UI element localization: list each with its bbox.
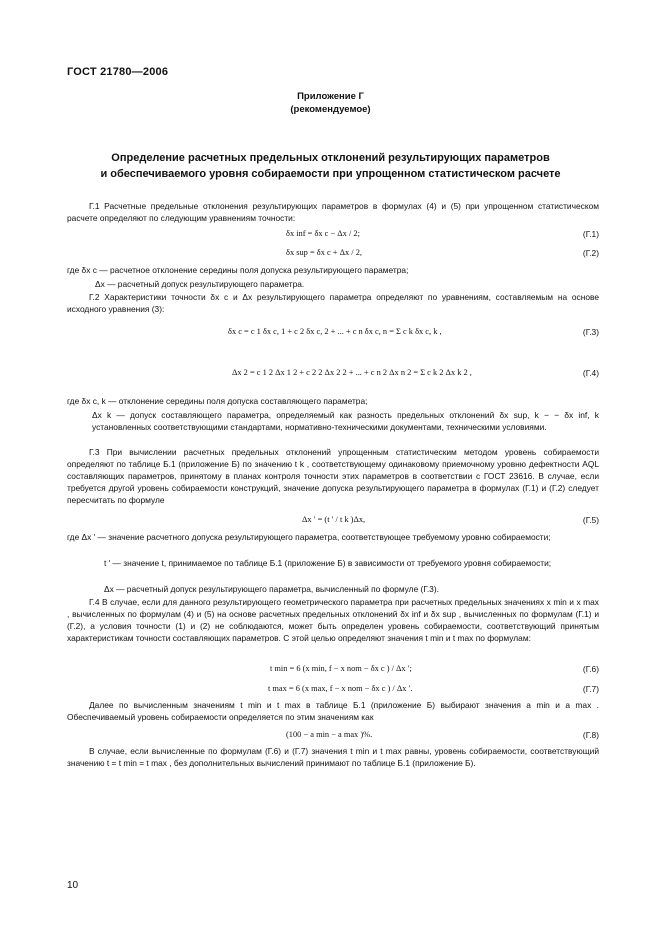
appendix-status: (рекомендуемое) <box>290 104 371 115</box>
paragraph-g4-final: В случае, если вычисленные по формулам (Г.6) и (Г.7) значения t min и t max равны, уровень собираемости, соответствующий значению t = t min = t max , без дополнительных вычислений принимают по таблице Б.1 (приложение Б). <box>67 746 599 768</box>
equation-number-g8: (Г.8) <box>582 730 599 740</box>
definition-dx-prime: где Δx ′ — значение расчетного допуска результирующего параметра, соответствующее требуемому уровню собираемости; <box>67 532 551 542</box>
equation-g8: (100 − a min − a max )%. <box>286 730 373 739</box>
equation-g1: δx inf = δx c − Δx / 2; <box>286 229 360 238</box>
section-title-line2: и обеспечиваемого уровня собираемости при упрощенном статистическом расчете <box>100 168 561 180</box>
section-title-line1: Определение расчетных предельных отклонений результирующих параметров <box>111 152 550 164</box>
equation-number-g5: (Г.5) <box>582 515 599 525</box>
page-number: 10 <box>67 880 79 891</box>
paragraph-g1: Г.1 Расчетные предельные отклонения результирующих параметров в формулах (4) и (5) при упрощенном статистическом расчете определяют по следующим уравнениям точности: <box>67 201 599 223</box>
equation-g5: Δx ′ = (t ′ / t k )Δx, <box>302 515 366 524</box>
equation-g4: Δx 2 = c 1 2 Δx 1 2 + c 2 2 Δx 2 2 + ... + c n 2 Δx n 2 = Σ c k 2 Δx k 2 , <box>232 368 472 377</box>
equation-g3: δx c = c 1 δx c, 1 + c 2 δx c, 2 + ... + c n δx c, n = Σ c k δx c, k , <box>228 327 442 336</box>
equation-number-g4: (Г.4) <box>582 368 599 378</box>
equation-g2: δx sup = δx c + Δx / 2, <box>286 248 362 257</box>
definition-dxc: где δx c — расчетное отклонение середины поля допуска результирующего параметра; <box>67 265 409 275</box>
definition-dxck: где δx c, k — отклонение середины поля допуска составляющего параметра; <box>67 396 368 406</box>
document-header: ГОСТ 21780—2006 <box>67 66 169 78</box>
definition-dx: Δx — расчетный допуск результирующего параметра. <box>95 279 305 289</box>
equation-number-g2: (Г.2) <box>582 248 599 258</box>
definition-t-prime: t ′ — значение t, принимаемое по таблице Б.1 (приложение Б) в зависимости от требуемого уровня собираемости; <box>104 558 552 568</box>
paragraph-g4-continued: Далее по вычисленным значениям t min и t max в таблице Б.1 (приложение Б) выбирают значения a min и a max . Обеспечиваемый уровень собираемости определяется по этим значениям как <box>67 700 599 722</box>
appendix-title: Приложение Г <box>297 91 364 102</box>
equation-number-g6: (Г.6) <box>582 664 599 674</box>
equation-g6: t min = 6 (x min, f − x nom − δx c ) / Δx ′; <box>270 664 412 673</box>
equation-g7: t max = 6 (x max, f − x nom − δx c ) / Δx ′. <box>268 684 413 693</box>
equation-number-g3: (Г.3) <box>582 327 599 337</box>
appendix-heading <box>0 90 661 116</box>
paragraph-g3: Г.3 При вычислении расчетных предельных отклонений упрощенным статистическим методом уровень собираемости определяют по таблице Б.1 (приложение Б) по значению t k , соответствующему одинаковому приемочному уровню дефектности AQL составляющих параметров, принятому в планах контроля точности этих параметров в соответствии с ГОСТ 23616. В случае, если требуется другой уровень собираемости конструкций, значение допуска результирующего параметра в формулах (Г.1) и (Г.2) следует пересчитать по формуле <box>67 447 599 505</box>
definition-dxk: Δx k — допуск составляющего параметра, определяемый как разность предельных отклонений δx sup, k − − δx inf, k установленных соответствующими стандартами, нормативно-техническими документами, техническими условиями. <box>92 410 599 432</box>
section-title <box>0 150 661 182</box>
paragraph-g2: Г.2 Характеристики точности δx c и Δx результирующего параметра определяют по уравнениям, составляемым на основе исходного уравнения (3): <box>67 292 599 314</box>
equation-number-g7: (Г.7) <box>582 684 599 694</box>
equation-number-g1: (Г.1) <box>582 229 599 239</box>
definition-dx-g3: Δx — расчетный допуск результирующего параметра, вычисленный по формуле (Г.3). <box>104 584 439 594</box>
paragraph-g4: Г.4 В случае, если для данного результирующего геометрического параметра при расчетных предельных значениях x min и x max , вычисленных по формулам (4) и (5) на основе расчетных предельных отклонений δx inf и δx sup , вычисленных по формулам (Г.1) и (Г.2), а условия точности (1) и (2) не соблюдаются, может быть определен уровень собираемости, соответствующий принятым характеристикам точности составляющих параметров. С этой целью определяют значения t min и t max по формулам: <box>67 597 599 643</box>
